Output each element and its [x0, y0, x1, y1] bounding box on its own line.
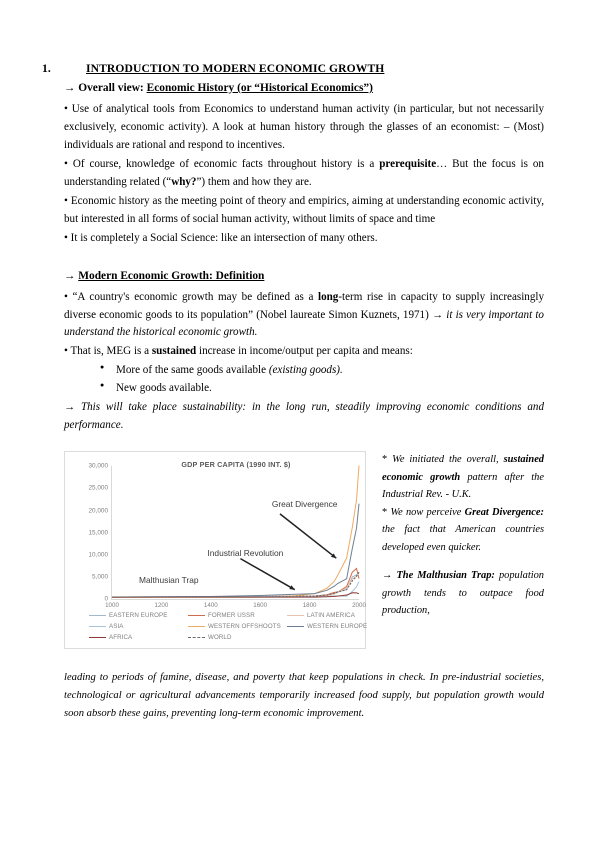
closing-text: This will take place sustainability: in the long run, steadily improving economic conditions and performance. [64, 401, 544, 432]
quote-arrow-icon: → [431, 308, 444, 321]
chart-y-tick: 10,000 [88, 551, 108, 559]
list-item-text: More of the same goods available [116, 364, 269, 377]
bullet-text-part3: ”) them and how they are. [196, 176, 312, 189]
legend-label: WESTERN EUROPE [307, 623, 368, 631]
section2-meg-line [64, 343, 544, 361]
chart-y-tick: 0 [104, 595, 108, 603]
side-note-column [382, 451, 544, 619]
side-note-2 [382, 504, 544, 556]
chart-y-tick: 5,000 [92, 573, 108, 581]
section2-quote [64, 289, 544, 343]
star-icon: * [382, 454, 388, 466]
note2-part1: We now perceive [387, 506, 465, 518]
chart-legend-row [89, 610, 359, 621]
legend-swatch [188, 637, 205, 638]
legend-label: WESTERN OFFSHOOTS [208, 623, 281, 631]
legend-swatch [89, 637, 106, 638]
bullet-marker: • [64, 158, 68, 171]
chart-legend-item [287, 623, 367, 630]
arrow-icon: → [64, 401, 76, 414]
chart-y-tick: 15,000 [88, 529, 108, 537]
chart-x-tick: 1000 [105, 602, 119, 610]
arrow-icon: → [382, 570, 393, 582]
bullet-text-part1: Of course, knowledge of economic facts throughout history is a [72, 158, 380, 171]
note3-part1: population growth tends to outpace food production, [382, 570, 544, 617]
chart-annotation: Malthusian Trap [139, 575, 199, 586]
chart-x-tick: 1400 [203, 602, 218, 610]
list-item [116, 362, 544, 380]
list-item-text: New goods available. [116, 382, 212, 395]
tail-paragraph: leading to periods of famine, disease, and poverty that keep populations in check. In pre-industrial societies, technological or agricultural advancements temporarily increased food supply, but population growth would soon absorb these gains, preventing long-term economic improvement. [64, 672, 544, 720]
quote-bold-long: long [317, 290, 339, 303]
meg-part1: That is, MEG is a [70, 345, 152, 358]
bullet-marker: • [64, 195, 68, 208]
chart-y-tick: 30,000 [88, 462, 108, 470]
section1-bullet-3 [64, 193, 544, 229]
annotation-arrow-line [280, 514, 336, 558]
chart-y-tick: 25,000 [88, 484, 108, 492]
note2-part2: the fact that American countries developed even quicker. [382, 524, 544, 553]
note3-bold: The Malthusian Trap: [392, 570, 495, 582]
bullet-marker: • [64, 345, 68, 358]
chart-legend-item [188, 634, 232, 641]
chart-legend-row [89, 632, 359, 643]
chart-legend-item [287, 612, 355, 619]
chart-legend [89, 610, 368, 643]
note2-bold: Great Divergence: [464, 506, 544, 518]
chart-legend-item [89, 623, 124, 630]
chart-x-tick: 1200 [154, 602, 169, 610]
arrow-icon: → [64, 82, 76, 94]
chart-annotation: Great Divergence [271, 498, 338, 509]
legend-swatch [188, 626, 205, 627]
note1-bold: sustained economic growth [382, 454, 544, 483]
meg-bold-sustained: sustained [151, 345, 197, 358]
chart-x-tick: 1600 [253, 602, 268, 610]
side-note-1 [382, 451, 544, 503]
legend-swatch [188, 615, 205, 616]
page-title [42, 62, 544, 75]
chart-inner [65, 452, 368, 648]
section1-lead: Overall view: [78, 82, 144, 94]
chart-legend-item [188, 612, 255, 619]
legend-label: ASIA [109, 623, 124, 631]
chart-legend-item [188, 623, 281, 630]
title-text: INTRODUCTION TO MODERN ECONOMIC GROWTH [86, 62, 385, 75]
gdp-chart [64, 451, 366, 649]
side-note-3 [382, 567, 544, 619]
section2-title: Modern Economic Growth: Definition [78, 270, 265, 283]
section1-bullet-4 [64, 230, 544, 248]
bullet-text-part2: … But the focus is on understanding related (“ [64, 158, 544, 189]
legend-label: AFRICA [109, 634, 133, 642]
bullet-marker: • [64, 103, 68, 116]
section1-bullet-2 [64, 156, 544, 192]
chart-annotation: Industrial Revolution [207, 547, 284, 558]
chart-legend-item [89, 634, 132, 641]
note-gap [382, 556, 544, 567]
quote-part2: -term rise in capacity to supply increasingly diverse economic goods to its population” (Nobel laureate Simon Kuznets, 1971) [64, 290, 544, 321]
note1-part2: pattern after the Industrial Rev. - U.K. [382, 471, 544, 501]
chart-x-tick: 1800 [302, 602, 317, 610]
quote-part1: “A country's economic growth may be defined as a [72, 290, 318, 303]
bullet-marker: • [64, 232, 68, 245]
section2-closing [64, 399, 544, 435]
list-item [116, 380, 544, 398]
legend-label: LATIN AMERICA [307, 612, 355, 620]
star-icon: * [382, 506, 388, 518]
document-content [42, 62, 544, 751]
chart-x-tick: 2000 [352, 602, 366, 610]
legend-swatch [89, 615, 106, 616]
title-number: 1. [42, 62, 51, 75]
meg-part2: increase in income/output per capita and means: [196, 345, 413, 358]
annotation-arrow-line [240, 559, 294, 590]
section1-heading [64, 81, 544, 96]
section1-bullet-1 [64, 101, 544, 155]
section2-heading [64, 269, 544, 284]
bullet-text: Use of analytical tools from Economics to understand human activity (in particular, but not necessarily exclusively, economic activity). A look at human history through the glasses of an economist: – (Most) individuals are rational and respond to incentives. [64, 103, 544, 152]
section-spacer [64, 249, 544, 269]
chart-title: GDP PER CAPITA (1990 INT. $) [181, 460, 291, 470]
legend-label: WORLD [208, 634, 232, 642]
section1-title: Economic History (or “Historical Economics”) [146, 82, 373, 94]
bullet-marker: • [64, 290, 68, 303]
chart-legend-item [89, 612, 167, 619]
legend-swatch [287, 626, 304, 627]
bullet-bold-why: why? [171, 176, 197, 189]
legend-label: FORMER USSR [208, 612, 255, 620]
legend-swatch [89, 626, 106, 627]
chart-y-tick: 20,000 [88, 507, 108, 515]
list-item-italic: (existing goods). [268, 364, 343, 377]
note1-part1: We initiated the overall, [387, 454, 504, 466]
arrow-icon: → [64, 270, 76, 283]
tail-paragraph-block [64, 669, 544, 723]
figure-block [64, 451, 544, 751]
quote-italic-note: it is very important to understand the historical economic growth. [64, 308, 544, 339]
bullet-bold-prerequisite: prerequisite [379, 158, 437, 171]
meg-sub-list [64, 362, 544, 398]
legend-swatch [287, 615, 304, 616]
legend-label: EASTERN EUROPE [109, 612, 168, 620]
chart-legend-row [89, 621, 368, 632]
bullet-text: Economic history as the meeting point of theory and empirics, aiming at understanding economic activity, but interested in all forms of social human activity, without limits of space and time [64, 195, 544, 226]
bullet-text: It is completely a Social Science: like an intersection of many others. [70, 232, 378, 245]
